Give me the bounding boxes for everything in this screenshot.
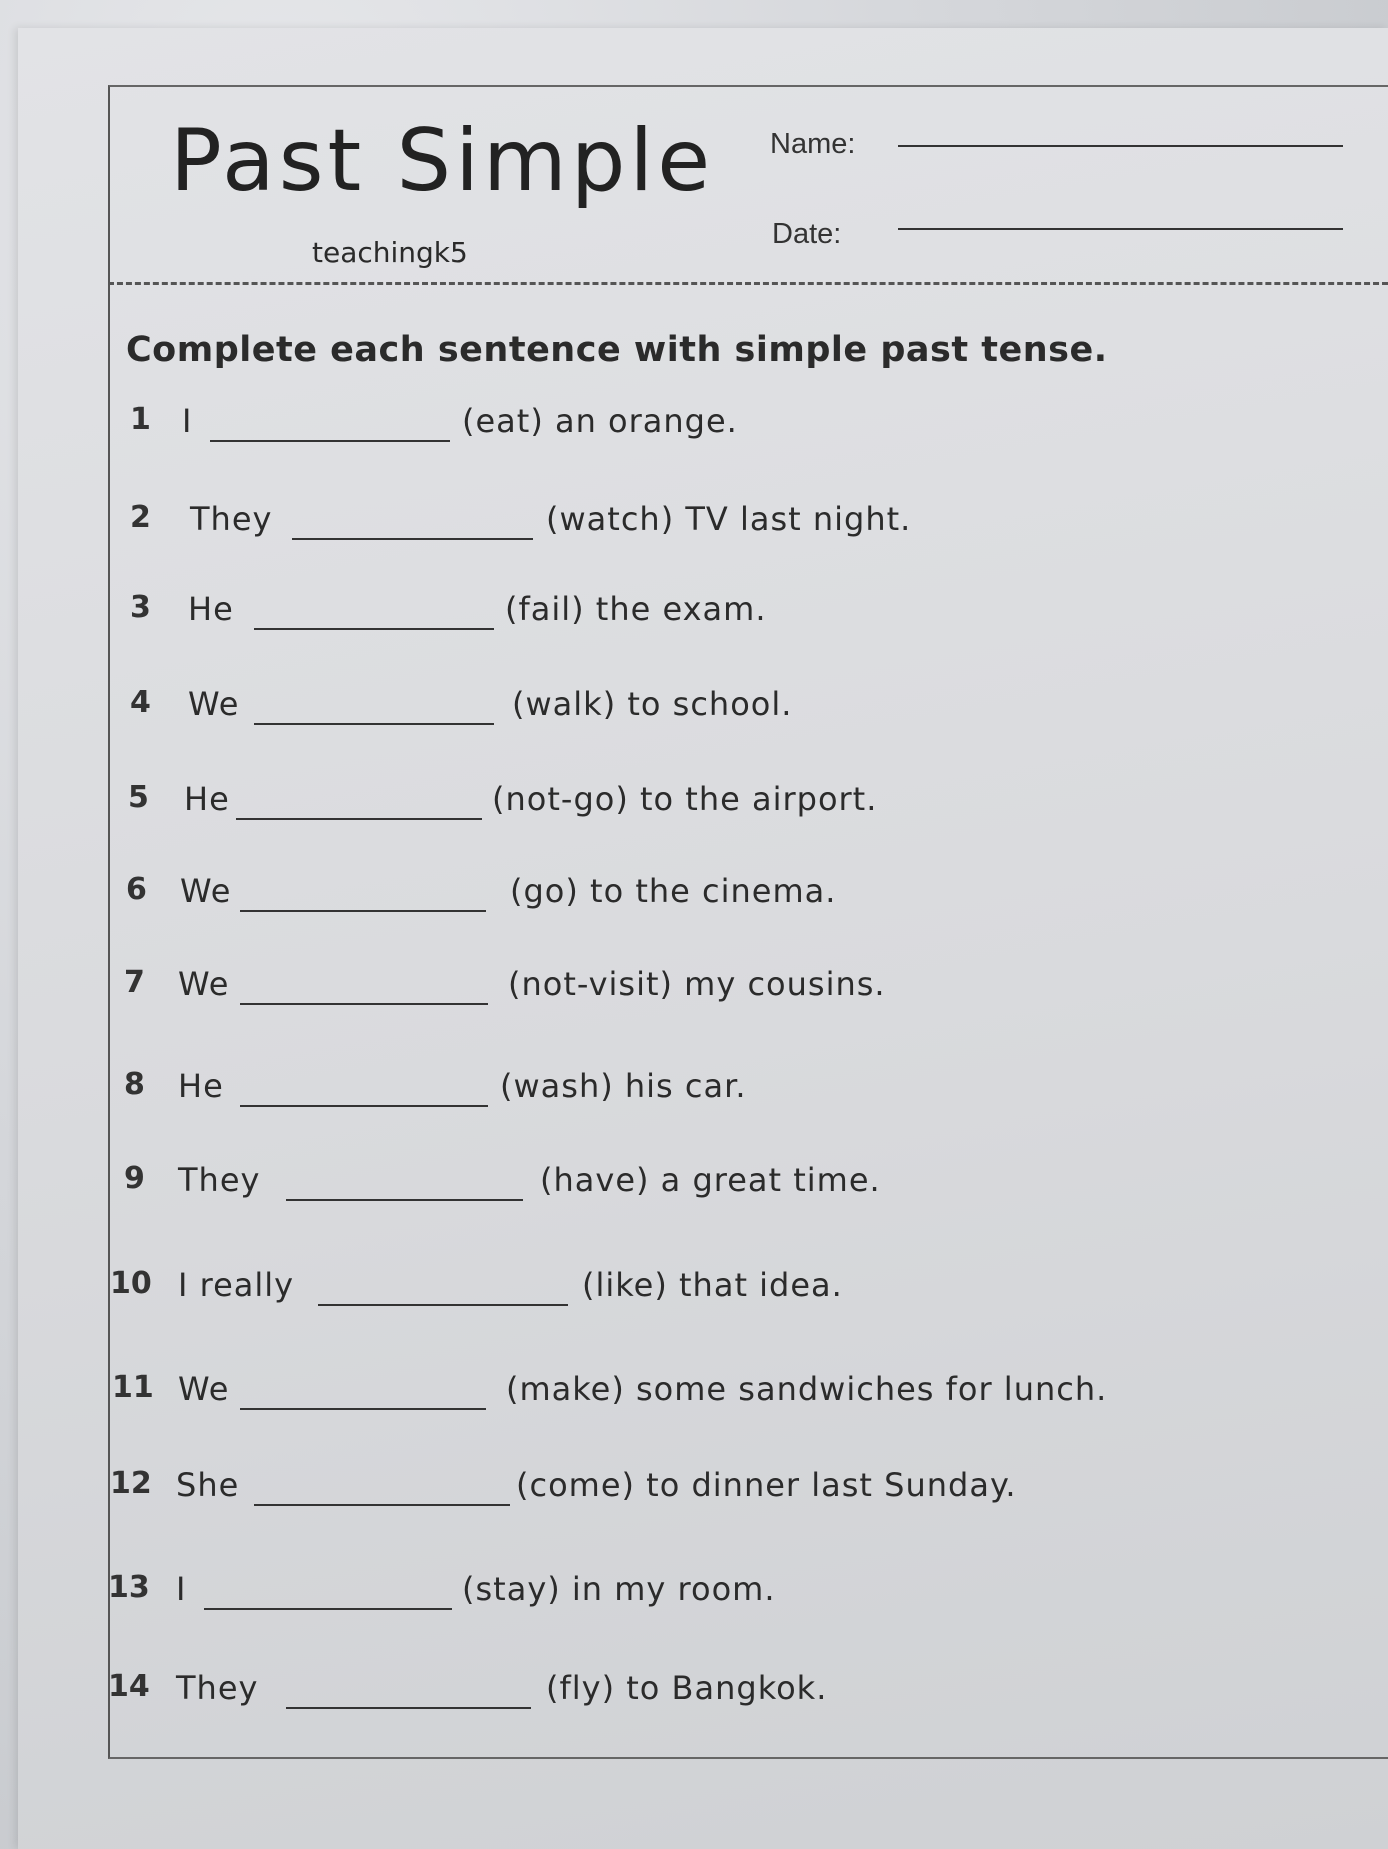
worksheet-subtitle: teachingk5 — [312, 236, 468, 269]
question-subject: They — [190, 500, 273, 538]
question-number: 9 — [124, 1161, 145, 1196]
date-blank[interactable] — [898, 228, 1343, 230]
question-text: (fail) the exam. — [505, 590, 767, 628]
question-number: 1 — [130, 402, 151, 437]
question-text: (fly) to Bangkok. — [546, 1669, 828, 1707]
answer-blank[interactable] — [240, 1105, 488, 1107]
question-number: 13 — [108, 1570, 150, 1605]
question-text: (walk) to school. — [512, 685, 793, 723]
answer-blank[interactable] — [240, 1003, 488, 1005]
answer-blank[interactable] — [254, 723, 494, 725]
question-number: 5 — [128, 780, 149, 815]
question-text: (wash) his car. — [500, 1067, 747, 1105]
answer-blank[interactable] — [286, 1707, 531, 1709]
question-number: 11 — [112, 1370, 154, 1405]
question-subject: He — [188, 590, 234, 628]
question-number: 6 — [126, 872, 147, 907]
question-subject: They — [178, 1161, 261, 1199]
question-text: (come) to dinner last Sunday. — [516, 1466, 1017, 1504]
question-number: 10 — [110, 1266, 152, 1301]
instruction-text: Complete each sentence with simple past tense. — [126, 330, 1108, 370]
question-number: 4 — [130, 685, 151, 720]
question-number: 7 — [124, 965, 145, 1000]
question-text: (not-go) to the airport. — [492, 780, 878, 818]
question-text: (make) some sandwiches for lunch. — [506, 1370, 1108, 1408]
answer-blank[interactable] — [254, 628, 494, 630]
question-number: 2 — [130, 500, 151, 535]
answer-blank[interactable] — [236, 818, 482, 820]
question-number: 8 — [124, 1067, 145, 1102]
question-subject: He — [184, 780, 230, 818]
question-text: (not-visit) my cousins. — [508, 965, 886, 1003]
question-text: (eat) an orange. — [462, 402, 738, 440]
answer-blank[interactable] — [318, 1304, 568, 1306]
question-text: (go) to the cinema. — [510, 872, 837, 910]
question-text: (watch) TV last night. — [546, 500, 912, 538]
question-subject: We — [178, 965, 230, 1003]
question-text: (stay) in my room. — [462, 1570, 776, 1608]
question-number: 14 — [108, 1669, 150, 1704]
answer-blank[interactable] — [292, 538, 533, 540]
question-subject: I — [176, 1570, 187, 1608]
name-blank[interactable] — [898, 145, 1343, 147]
name-label: Name: — [770, 128, 856, 160]
answer-blank[interactable] — [254, 1504, 510, 1506]
question-subject: They — [176, 1669, 259, 1707]
question-text: (have) a great time. — [540, 1161, 881, 1199]
question-subject: She — [176, 1466, 240, 1504]
question-subject: I really — [178, 1266, 295, 1304]
question-number: 3 — [130, 590, 151, 625]
answer-blank[interactable] — [240, 910, 486, 912]
answer-blank[interactable] — [286, 1199, 523, 1201]
question-subject: I — [182, 402, 193, 440]
answer-blank[interactable] — [204, 1608, 452, 1610]
worksheet-title: Past Simple — [170, 111, 715, 211]
question-subject: We — [178, 1370, 230, 1408]
answer-blank[interactable] — [240, 1408, 486, 1410]
question-text: (like) that idea. — [582, 1266, 843, 1304]
header-divider — [108, 282, 1388, 285]
answer-blank[interactable] — [210, 440, 450, 442]
question-number: 12 — [110, 1466, 152, 1501]
question-subject: He — [178, 1067, 224, 1105]
question-subject: We — [180, 872, 232, 910]
question-subject: We — [188, 685, 240, 723]
date-label: Date: — [772, 218, 842, 250]
